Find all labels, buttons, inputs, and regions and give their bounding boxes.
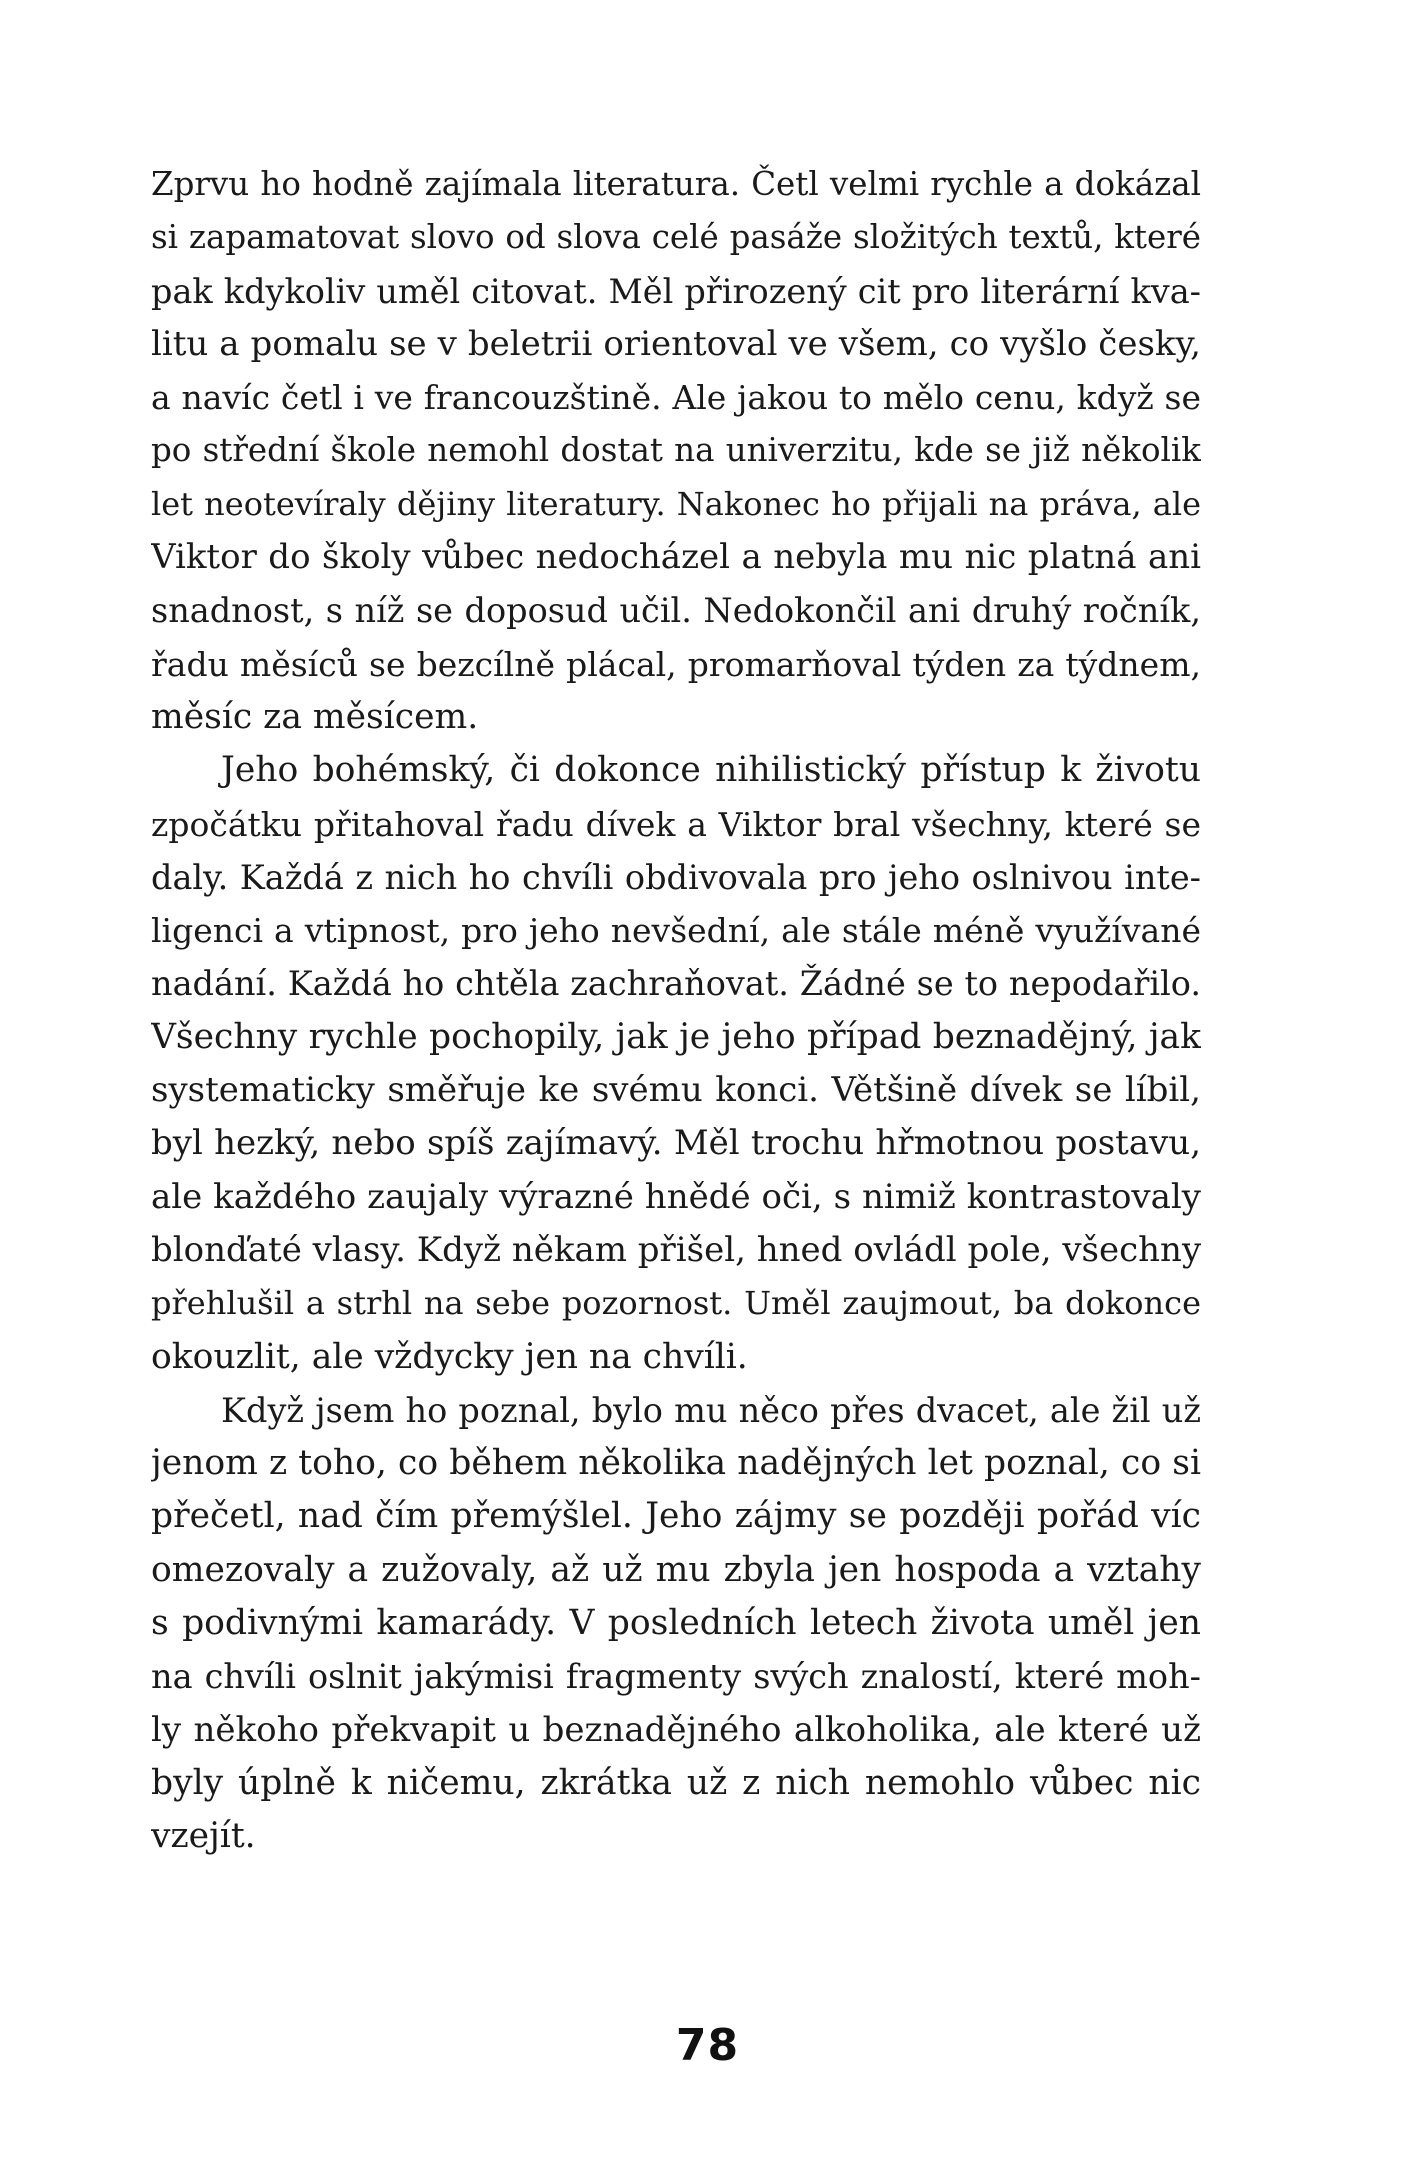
text-line: byly úplně k ničemu, zkrátka už z nich nemohlo vůbec nic xyxy=(151,1762,1201,1803)
text-line: ale každého zaujaly výrazné hnědé oči, s nimiž kontrastovaly xyxy=(151,1176,1201,1217)
text-line: okouzlit, ale vždycky jen na chvíli. xyxy=(151,1336,748,1377)
text-line: přečetl, nad čím přemýšlel. Jeho zájmy se později pořád víc xyxy=(151,1496,1201,1537)
paragraph xyxy=(151,158,1201,744)
text-line: řadu měsíců se bezcílně plácal, promarňoval týden za týdnem, xyxy=(151,644,1201,684)
text-line: přehlušil a strhl na sebe pozornost. Uměl zaujmout, ba dokonce xyxy=(151,1284,1201,1323)
paragraph xyxy=(151,744,1201,1384)
text-line: Zprvu ho hodně zajímala literatura. Četl velmi rychle a dokázal xyxy=(151,165,1201,203)
text-line: Všechny rychle pochopily, jak je jeho případ beznadějný, jak xyxy=(151,1016,1201,1057)
text-line: pak kdykoliv uměl citovat. Měl přirozený cit pro literární kva- xyxy=(151,271,1201,311)
text-line: Viktor do školy vůbec nedocházel a nebyla mu nic platná ani xyxy=(151,537,1201,578)
text-line: blonďaté vlasy. Když někam přišel, hned ovládl pole, všechny xyxy=(151,1229,1201,1270)
text-line: byl hezký, nebo spíš zajímavý. Měl trochu hřmotnou postavu, xyxy=(151,1123,1201,1164)
text-line: let neotevíraly dějiny literatury. Nakonec ho přijali na práva, ale xyxy=(151,484,1201,523)
body-text xyxy=(151,158,1201,1864)
text-line: měsíc za měsícem. xyxy=(151,696,479,737)
text-line: Jeho bohémský, či dokonce nihilistický přístup k životu xyxy=(221,750,1201,791)
text-line: omezovaly a zužovaly, až už mu zbyla jen hospoda a vztahy xyxy=(151,1549,1201,1590)
text-line: si zapamatovat slovo od slova celé pasáže složitých textů, které xyxy=(151,218,1201,257)
text-line: jenom z toho, co během několika nadějných let poznal, co si xyxy=(151,1443,1201,1484)
text-line: na chvíli oslnit jakýmisi fragmenty svých znalostí, které moh- xyxy=(151,1657,1201,1697)
text-line: daly. Každá z nich ho chvíli obdivovala pro jeho oslnivou inte- xyxy=(151,857,1201,897)
text-line: ligenci a vtipnost, pro jeho nevšední, ale stále méně využívané xyxy=(151,911,1201,951)
text-line: po střední škole nemohl dostat na univerzitu, kde se již několik xyxy=(151,431,1201,470)
text-line: s podivnými kamarády. V posledních letech života uměl jen xyxy=(151,1603,1201,1644)
text-line: zpočátku přitahoval řadu dívek a Viktor bral všechny, které se xyxy=(151,804,1201,844)
text-line: vzejít. xyxy=(151,1816,256,1857)
text-line: systematicky směřuje ke svému konci. Většině dívek se líbil, xyxy=(151,1070,1201,1111)
text-line: snadnost, s níž se doposud učil. Nedokončil ani druhý ročník, xyxy=(151,591,1201,631)
text-line: Když jsem ho poznal, bylo mu něco přes dvacet, ale žil už xyxy=(221,1390,1201,1430)
text-line: ly někoho překvapit u beznadějného alkoholika, ale které už xyxy=(151,1709,1201,1750)
page-number: 78 xyxy=(675,2020,740,2071)
paragraph xyxy=(151,1384,1201,1864)
text-line: a navíc četl i ve francouzštině. Ale jakou to mělo cenu, když se xyxy=(151,378,1201,418)
text-line: nadání. Každá ho chtěla zachraňovat. Žádné se to nepodařilo. xyxy=(151,964,1201,1004)
text-line: litu a pomalu se v beletrii orientoval ve všem, co vyšlo česky, xyxy=(151,323,1201,364)
